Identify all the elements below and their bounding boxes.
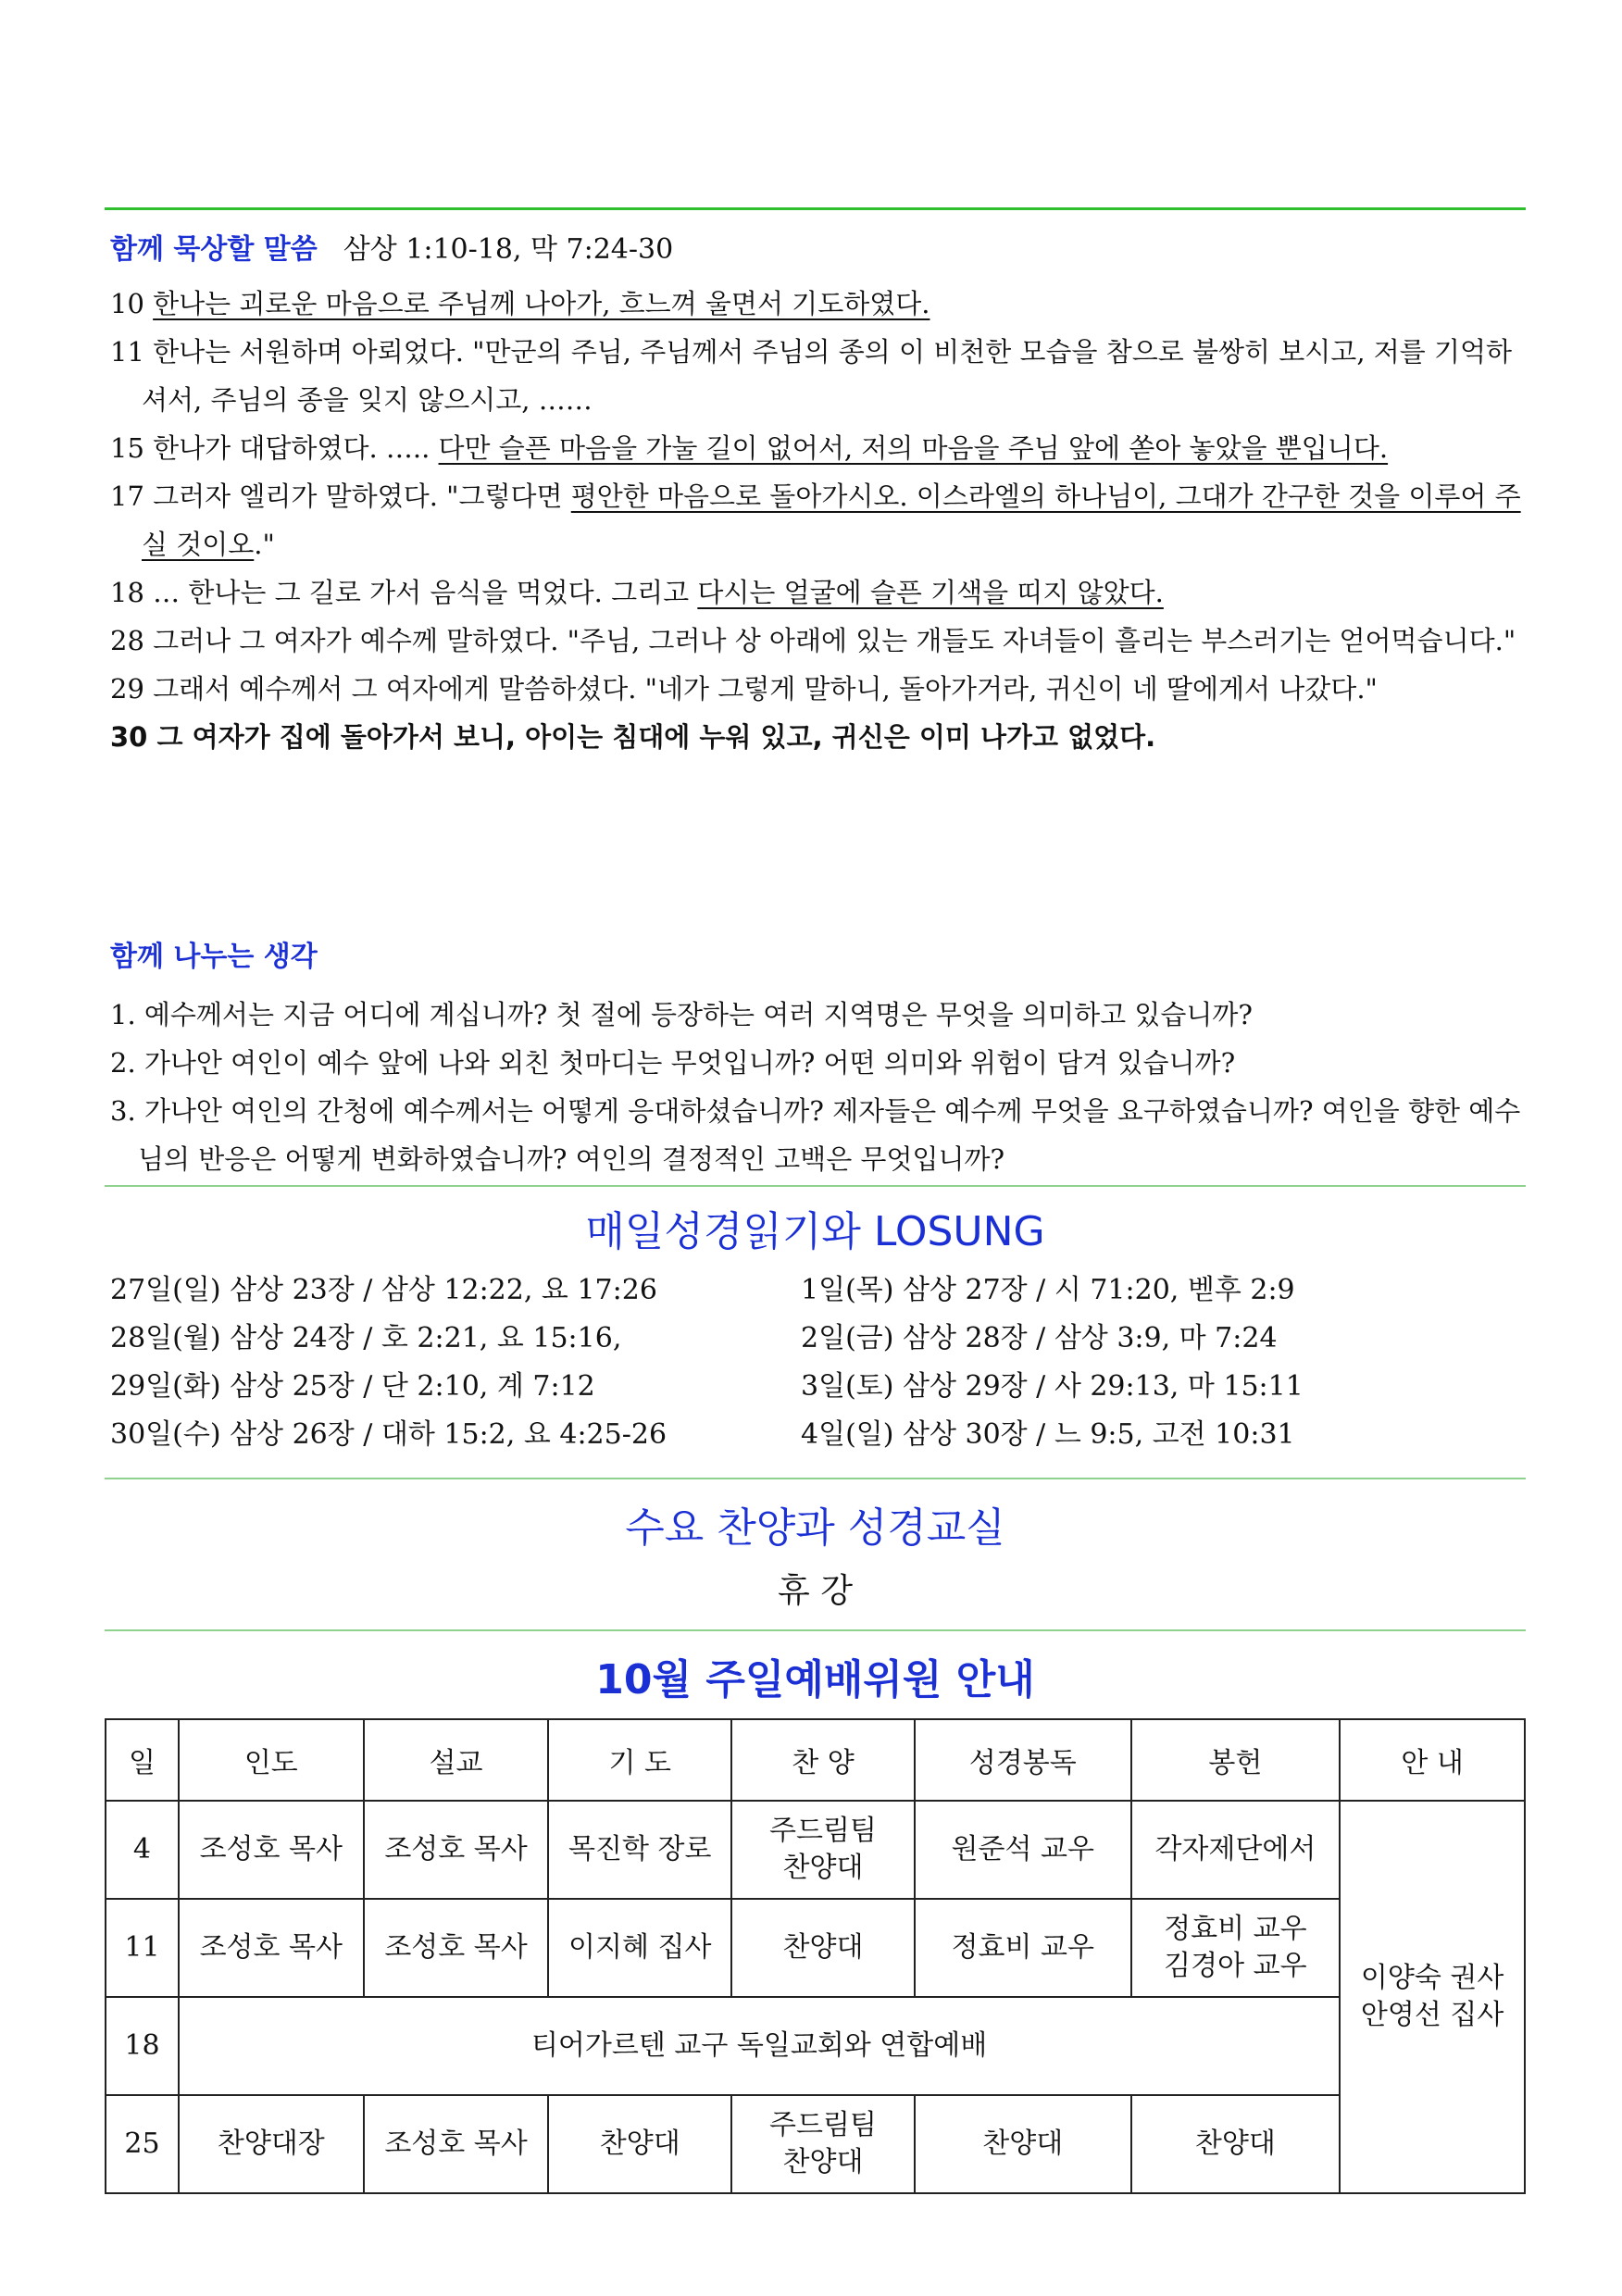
meditation-heading: 함께 묵상할 말씀 삼상 1:10-18, 막 7:24-30 xyxy=(110,233,674,266)
divider xyxy=(105,1185,1526,1187)
scripture-reference: 삼상 1:10-18, 막 7:24-30 xyxy=(343,233,674,266)
schedule-title: 10월 주일예배위원 안내 xyxy=(595,1656,1035,1703)
reading-row: 28일(월) 삼상 24장 / 호 2:21, 요 15:16, 2일(금) 삼상 28장 / 삼상 3:9, 마 7:24 xyxy=(110,1322,1278,1354)
table-row: 4 조성호 목사 조성호 목사 목진학 장로 주드림팀 찬양대 원준석 교우 각자제단에서 이양숙 권사 안영선 집사 xyxy=(106,1801,1525,1899)
question-item: 2. 가나안 여인이 예수 앞에 나와 외친 첫마디는 무엇입니까? 어떤 의미와 위험이 담겨 있습니까? xyxy=(110,1047,1236,1079)
verse-30: 30 그 여자가 집에 돌아가서 보니, 아이는 침대에 누워 있고, 귀신은 이미 나가고 없었다. xyxy=(110,721,1156,753)
divider xyxy=(105,1629,1526,1631)
wednesday-status: 휴 강 xyxy=(778,1572,853,1610)
question-item: 3. 가나안 여인의 간청에 예수께서는 어떻게 응대하셨습니까? 제자들은 예수께 무엇을 요구하였습니까? 여인을 향한 예수님의 반응은 어떻게 변화하였습니까? 여인의 결정적인 고백은 무엇입니까? xyxy=(110,1095,1521,1175)
header-praise: 찬 양 xyxy=(731,1719,915,1801)
header-usher: 안 내 xyxy=(1340,1719,1525,1801)
verse-list xyxy=(110,280,1527,761)
header-lead: 인도 xyxy=(179,1719,364,1801)
header-sermon: 설교 xyxy=(364,1719,549,1801)
verse-17: 17 그러자 엘리가 말하였다. "그렇다면 평안한 마음으로 돌아가시오. 이스라엘의 하나님이, 그대가 간구한 것을 이루어 주실 것이오." xyxy=(110,480,1521,560)
sharing-heading: 함께 나누는 생각 xyxy=(110,941,318,973)
verse-10: 10 한나는 괴로운 마음으로 주님께 나아가, 흐느껴 울면서 기도하였다. xyxy=(110,288,930,319)
verse-15: 15 한나가 대답하였다. ….. 다만 슬픈 마음을 가눌 길이 없어서, 저의 마음을 주님 앞에 쏟아 놓았을 뿐입니다. xyxy=(110,432,1389,464)
reading-row: 27일(일) 삼상 23장 / 삼상 12:22, 요 17:26 1일(목) 삼상 27장 / 시 71:20, 벧후 2:9 xyxy=(110,1274,1295,1306)
table-row: 11 조성호 목사 조성호 목사 이지혜 집사 찬양대 정효비 교우 정효비 교우 김경아 교우 xyxy=(106,1899,1525,1997)
table-header-row xyxy=(106,1719,1525,1801)
question-item: 1. 예수께서는 지금 어디에 계십니까? 첫 절에 등장하는 여러 지역명은 무엇을 의미하고 있습니까? xyxy=(110,999,1253,1030)
reading-row: 29일(화) 삼상 25장 / 단 2:10, 계 7:12 3일(토) 삼상 29장 / 사 29:13, 마 15:11 xyxy=(110,1370,1304,1403)
header-reading: 성경봉독 xyxy=(915,1719,1131,1801)
verse-29: 29 그래서 예수께서 그 여자에게 말씀하셨다. "네가 그렇게 말하니, 돌아가거라, 귀신이 네 딸에게서 나갔다." xyxy=(110,673,1378,705)
header-offering: 봉헌 xyxy=(1131,1719,1341,1801)
wednesday-title: 수요 찬양과 성경교실 xyxy=(625,1504,1005,1552)
divider xyxy=(105,1478,1526,1479)
joint-service-cell: 티어가르텐 교구 독일교회와 연합예배 xyxy=(179,1997,1340,2095)
header-day: 일 xyxy=(106,1719,179,1801)
top-divider xyxy=(105,207,1526,210)
reading-schedule xyxy=(110,1267,1527,1459)
verse-18: 18 … 한나는 그 길로 가서 음식을 먹었다. 그리고 다시는 얼굴에 슬픈 기색을 띠지 않았다. xyxy=(110,577,1164,608)
worship-committee-table xyxy=(105,1718,1526,2194)
reading-row: 30일(수) 삼상 26장 / 대하 15:2, 요 4:25-26 4일(일) 삼상 30장 / 느 9:5, 고전 10:31 xyxy=(110,1418,1295,1451)
verse-11: 11 한나는 서원하며 아뢰었다. "만군의 주님, 주님께서 주님의 종의 이 비천한 모습을 참으로 불쌍히 보시고, 저를 기억하셔서, 주님의 종을 잊지 않으시고, …… xyxy=(110,336,1513,416)
table-row: 25 찬양대장 조성호 목사 찬양대 주드림팀 찬양대 찬양대 찬양대 xyxy=(106,2095,1525,2193)
verse-28: 28 그러나 그 여자가 예수께 말하였다. "주님, 그러나 상 아래에 있는 개들도 자녀들이 흘리는 부스러기는 얻어먹습니다." xyxy=(110,625,1516,656)
table-row: 18 티어가르텐 교구 독일교회와 연합예배 xyxy=(106,1997,1525,2095)
reading-title: 매일성경읽기와 LOSUNG xyxy=(585,1208,1045,1255)
ushers-cell: 이양숙 권사 안영선 집사 xyxy=(1340,1801,1525,2193)
header-prayer: 기 도 xyxy=(548,1719,731,1801)
question-list xyxy=(110,991,1527,1183)
